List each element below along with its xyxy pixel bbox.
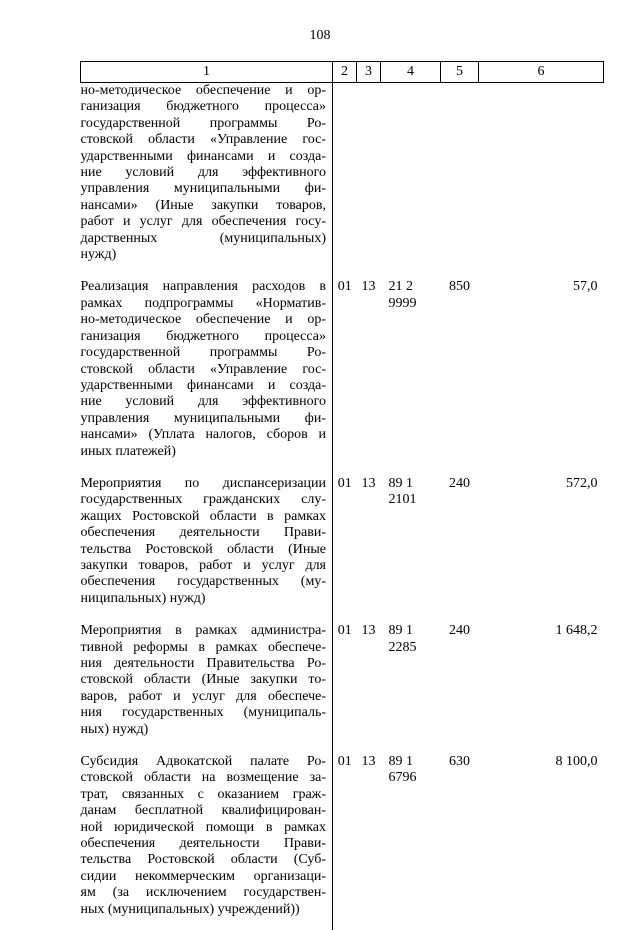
description-line: тельства Ростовской области (Иные (81, 542, 327, 558)
description-line: ния деятельности Правительства Ро- (81, 656, 327, 672)
description-line: государственной программы Ро- (81, 116, 327, 132)
table-row (81, 275, 604, 471)
cell-podrazdel (357, 83, 381, 276)
cell-vid-raskhodov: 850 (441, 275, 479, 471)
cell-description (81, 83, 333, 276)
description-line: Субсидия Адвокатской палате Ро- (81, 754, 327, 770)
cell-vid-raskhodov: 240 (441, 619, 479, 750)
page-number: 108 (0, 27, 640, 45)
description-line: рамках подпрограммы «Норматив- (81, 296, 327, 312)
cell-summa: 572,0 (479, 472, 604, 619)
description-line: государственных гражданских слу- (81, 492, 327, 508)
description-line: ных) нужд) (81, 722, 327, 738)
description-line: ударственными финансами и созда- (81, 149, 327, 165)
cell-summa: 57,0 (479, 275, 604, 471)
cell-tselevaya-statya: 89 1 2285 (381, 619, 441, 750)
cell-summa: 1 648,2 (479, 619, 604, 750)
header-col-3: 3 (357, 62, 381, 83)
description-line: ударственными финансами и созда- (81, 378, 327, 394)
header-col-1: 1 (81, 62, 333, 83)
description-line: ние условий для эффективного (81, 394, 327, 410)
description-line: сидии некоммерческим организаци- (81, 869, 327, 885)
description-line: стовской области «Управление гос- (81, 362, 327, 378)
description-line: ных (муниципальных) учреждений)) (81, 902, 327, 918)
description-line: стовской области «Управление гос- (81, 132, 327, 148)
table-header-row (81, 62, 604, 83)
cell-podrazdel: 13 (357, 472, 381, 619)
table-row (81, 472, 604, 619)
header-col-2: 2 (333, 62, 357, 83)
description-line: ниципальных) нужд) (81, 591, 327, 607)
budget-table (80, 61, 604, 930)
cell-tselevaya-statya (381, 83, 441, 276)
description-line: ганизация бюджетного процесса» (81, 99, 327, 115)
description-line: дарственных (муниципальных) (81, 231, 327, 247)
cell-podrazdel: 13 (357, 619, 381, 750)
description-line: обеспечения деятельности Прави- (81, 525, 327, 541)
description-line: Реализация направления расходов в (81, 279, 327, 295)
cell-razdel: 01 (333, 750, 357, 930)
description-line: государственной программы Ро- (81, 345, 327, 361)
description-line: нансами» (Иные закупки товаров, (81, 198, 327, 214)
description-line: обеспечения государственных (му- (81, 574, 327, 590)
cell-description (81, 275, 333, 471)
cell-description (81, 619, 333, 750)
cell-description (81, 750, 333, 930)
description-line: ния государственных (муниципаль- (81, 705, 327, 721)
cell-tselevaya-statya: 21 2 9999 (381, 275, 441, 471)
description-line: ной юридической помощи в рамках (81, 820, 327, 836)
cell-summa (479, 83, 604, 276)
description-line: стовской области на возмещение за- (81, 770, 327, 786)
table-row (81, 83, 604, 276)
table-body (81, 83, 604, 930)
description-line: тельства Ростовской области (Суб- (81, 852, 327, 868)
description-line: ние условий для эффективного (81, 165, 327, 181)
header-col-5: 5 (441, 62, 479, 83)
description-line: нужд) (81, 247, 327, 263)
description-line: закупки товаров, работ и услуг для (81, 558, 327, 574)
description-line: иных платежей) (81, 444, 327, 460)
description-line: нансами» (Уплата налогов, сборов и (81, 427, 327, 443)
cell-summa: 8 100,0 (479, 750, 604, 930)
description-line: варов, работ и услуг для обеспече- (81, 689, 327, 705)
table-row (81, 750, 604, 930)
description-line: данам бесплатной квалифицирован- (81, 803, 327, 819)
cell-vid-raskhodov: 630 (441, 750, 479, 930)
cell-razdel: 01 (333, 619, 357, 750)
description-line: управления муниципальными фи- (81, 181, 327, 197)
cell-vid-raskhodov: 240 (441, 472, 479, 619)
table-row (81, 619, 604, 750)
description-line: ям (за исключением государствен- (81, 885, 327, 901)
cell-tselevaya-statya: 89 1 6796 (381, 750, 441, 930)
description-line: но-методическое обеспечение и ор- (81, 83, 327, 99)
description-line: работ и услуг для обеспечения госу- (81, 214, 327, 230)
description-line: жащих Ростовской области в рамках (81, 509, 327, 525)
cell-podrazdel: 13 (357, 750, 381, 930)
cell-razdel: 01 (333, 472, 357, 619)
description-line: трат, связанных с оказанием граж- (81, 787, 327, 803)
cell-description (81, 472, 333, 619)
description-line: тивной реформы в рамках обеспече- (81, 640, 327, 656)
description-line: Мероприятия по диспансеризации (81, 476, 327, 492)
cell-razdel: 01 (333, 275, 357, 471)
description-line: Мероприятия в рамках администра- (81, 623, 327, 639)
header-col-4: 4 (381, 62, 441, 83)
description-line: обеспечения деятельности Прави- (81, 836, 327, 852)
cell-podrazdel: 13 (357, 275, 381, 471)
description-line: стовской области (Иные закупки то- (81, 672, 327, 688)
description-line: но-методическое обеспечение и ор- (81, 312, 327, 328)
description-line: ганизация бюджетного процесса» (81, 329, 327, 345)
header-col-6: 6 (479, 62, 604, 83)
description-line: управления муниципальными фи- (81, 411, 327, 427)
cell-razdel (333, 83, 357, 276)
cell-tselevaya-statya: 89 1 2101 (381, 472, 441, 619)
cell-vid-raskhodov (441, 83, 479, 276)
